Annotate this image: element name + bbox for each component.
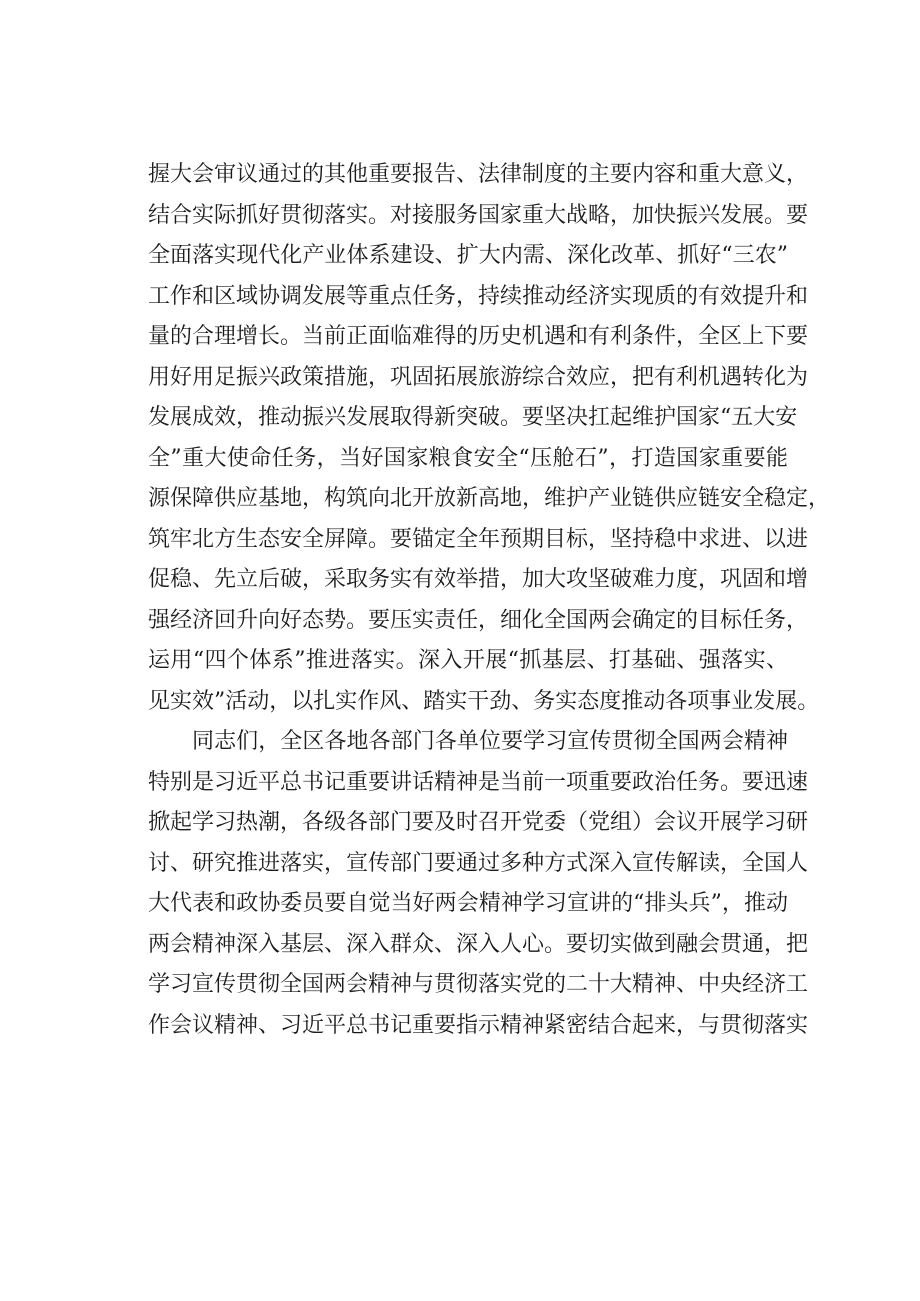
text-line: 学习宣传贯彻全国两会精神与贯彻落实党的二十大精神、中央经济工 [148, 972, 809, 997]
text-line: 发展成效，推动振兴发展取得新突破。要坚决扛起维护国家“五大安 [148, 405, 798, 430]
text-line: 握大会审议通过的其他重要报告、法律制度的主要内容和重大意义， [148, 162, 809, 187]
text-line: 特别是习近平总书记重要讲话精神是当前一项重要政治任务。要迅速 [148, 769, 809, 795]
text-line: 掀起学习热潮，各级各部门要及时召开党委（党组）会议开展学习研 [148, 810, 809, 835]
text-line: 全面落实现代化产业体系建设、扩大内需、深化改革、抓好“三农” [148, 243, 788, 268]
text-line: 工作和区域协调发展等重点任务，持续推动经济实现质的有效提升和 [148, 283, 809, 309]
text-line: 全”重大使命任务，当好国家粮食安全“压舱石”，打造国家重要能 [148, 445, 788, 471]
text-line: 两会精神深入基层、深入群众、深入人心。要切实做到融会贯通，把 [148, 931, 809, 957]
paragraph-first-line: 同志们，全区各地各部门各单位要学习宣传贯彻全国两会精神 [192, 729, 788, 754]
text-line: 源保障供应基地，构筑向北开放新高地，维护产业链供应链安全稳定， [148, 486, 831, 511]
body-text [148, 155, 831, 1046]
text-line: 强经济回升向好态势。要压实责任，细化全国两会确定的目标任务， [148, 607, 809, 633]
text-line: 量的合理增长。当前正面临难得的历史机遇和有利条件，全区上下要 [148, 324, 809, 349]
text-line: 讨、研究推进落实，宣传部门要通过多种方式深入宣传解读，全国人 [148, 850, 809, 876]
text-line: 筑牢北方生态安全屏障。要锚定全年预期目标，坚持稳中求进、以进 [148, 526, 809, 552]
text-line: 见实效”活动，以扎实作风、踏实干劲、务实态度推动各项事业发展。 [148, 688, 820, 714]
text-line: 结合实际抓好贯彻落实。对接服务国家重大战略，加快振兴发展。要 [148, 202, 809, 228]
text-line: 用好用足振兴政策措施，巩固拓展旅游综合效应，把有利机遇转化为 [148, 364, 809, 390]
text-line: 运用“四个体系”推进落实。深入开展“抓基层、打基础、强落实、 [148, 648, 788, 673]
text-line: 促稳、先立后破，采取务实有效举措，加大攻坚破难力度，巩固和增 [148, 567, 809, 592]
text-line: 作会议精神、习近平总书记重要指示精神紧密结合起来，与贯彻落实 [148, 1012, 809, 1038]
text-line: 大代表和政协委员要自觉当好两会精神学习宣讲的“排头兵”，推动 [148, 891, 788, 916]
